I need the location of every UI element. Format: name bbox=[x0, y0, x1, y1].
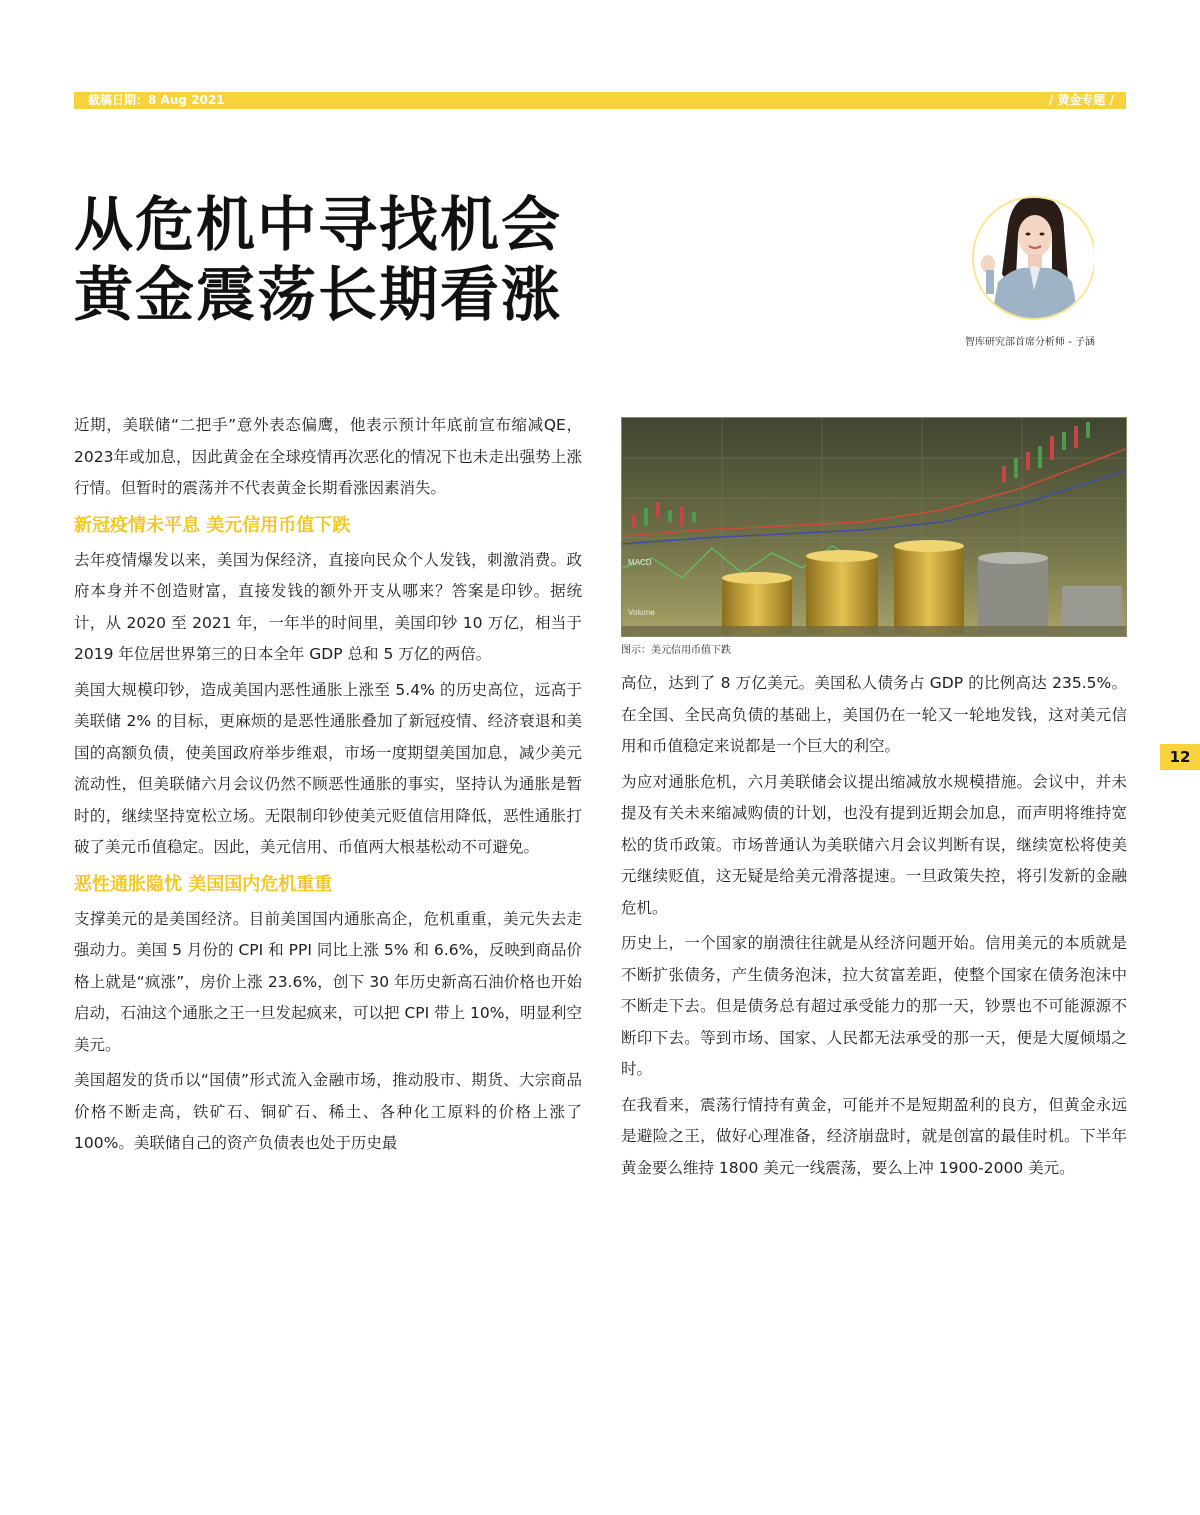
figure-caption: 图示：美元信用币值下跌 bbox=[621, 645, 731, 656]
paragraph-6: 为应对通胀危机，六月美联储会议提出缩减放水规模措施。会议中，并未提及有关未来缩减购债的计划，也没有提到近期会加息，而声明将维持宽松的货币政策。市场普通认为美联储六月会议判断有误，继续宽松将使美元继续贬值，这无疑是给美元滑落提速。一旦政策失控，将引发新的金融危机。 bbox=[621, 772, 1127, 917]
figure-image bbox=[622, 418, 1127, 637]
author-portrait bbox=[968, 186, 1094, 326]
article-title bbox=[74, 190, 562, 330]
page-number: 12 bbox=[1160, 744, 1200, 770]
deadline-date: 截稿日期：8 Aug 2021 bbox=[88, 93, 225, 107]
paragraph-2: 美国大规模印钞，造成美国内恶性通胀上涨至 5.4% 的历史高位，远高于美联储 2% 的目标，更麻烦的是恶性通胀叠加了新冠疫情、经济衰退和美国的高额负债，使美国政府举步维艰，市场一度期望美国加息，减少美元流动性，但美联储六月会议仍然不顾恶性通胀的事实，坚持认为通胀是暂时的，继续坚持宽松立场。无限制印钞使美元贬值信用降低，恶性通胀打破了美元币值稳定。因此，美元信用、币值两大根基松动不可避免。 bbox=[74, 680, 582, 856]
intro-paragraph: 近期，美联储“二把手”意外表态偏鹰，他表示预计年底前宣布缩减QE，2023年或加息，因此黄金在全球疫情再次恶化的情况下也未走出强势上涨行情。但暂时的震荡并不代表黄金长期看涨因素消失。 bbox=[74, 416, 582, 497]
paragraph-1: 去年疫情爆发以来，美国为保经济，直接向民众个人发钱，刺激消费。政府本身并不创造财富，直接发钱的额外开支从哪来？答案是印钞。据统计，从 2020 至 2021 年，一年半的时间里，美国印钞 10 万亿，相当于 2019 年位居世界第三的日本全年 GDP 总和 5 万亿的两倍。 bbox=[74, 550, 582, 663]
portrait-image bbox=[968, 186, 1094, 326]
header-bar bbox=[74, 92, 1126, 109]
right-column bbox=[621, 668, 1127, 1188]
section-heading-2: 恶性通胀隐忧 美国国内危机重重 bbox=[74, 873, 333, 895]
title-line-2: 黄金震荡长期看涨 bbox=[74, 260, 563, 329]
section-heading-1: 新冠疫情未平息 美元信用币值下跌 bbox=[74, 514, 351, 536]
author-caption: 智库研究部首席分析师 - 子涵 bbox=[965, 337, 1095, 348]
paragraph-4: 美国超发的货币以“国债”形式流入金融市场，推动股市、期货、大宗商品价格不断走高，铁矿石、铜矿石、稀土、各种化工原料的价格上涨了 100%。美联储自己的资产负债表也处于历史最 bbox=[74, 1071, 582, 1152]
macd-label: MACD bbox=[628, 558, 652, 567]
paragraph-7: 历史上，一个国家的崩溃往往就是从经济问题开始。信用美元的本质就是不断扩张债务，产生债务泡沫，拉大贫富差距，使整个国家在债务泡沫中不断走下去。但是债务总有超过承受能力的那一天，钞票也不可能源源不断印下去。等到市场、国家、人民都无法承受的那一天，便是大厦倾塌之时。 bbox=[621, 934, 1127, 1078]
title-line-1: 从危机中寻找机会 bbox=[74, 190, 563, 259]
paragraph-5: 高位，达到了 8 万亿美元。美国私人债务占 GDP 的比例高达 235.5%。在全国、全民高负债的基础上，美国仍在一轮又一轮地发钱，这对美元信用和币值稳定来说都是一个巨大的利空。 bbox=[621, 674, 1127, 755]
left-column bbox=[74, 410, 582, 1164]
gold-coins-chart-photo bbox=[621, 417, 1127, 637]
volume-label: Volume bbox=[628, 608, 655, 617]
paragraph-3: 支撑美元的是美国经济。目前美国国内通胀高企，危机重重，美元失去走强动力。美国 5 月份的 CPI 和 PPI 同比上涨 5% 和 6.6%，反映到商品价格上就是“疯涨”，房价上涨 23.6%，创下 30 年历史新高石油价格也开始启动，石油这个通胀之王一旦发起疯来，可以把 CPI 带上 10%，明显利空美元。 bbox=[74, 909, 582, 1054]
paragraph-8: 在我看来，震荡行情持有黄金，可能并不是短期盈利的良方，但黄金永远是避险之王，做好心理准备，经济崩盘时，就是创富的最佳时机。下半年黄金要么维持 1800 美元一线震荡，要么上冲 1900-2000 美元。 bbox=[621, 1095, 1127, 1177]
section-label: / 黄金专题 / bbox=[1048, 93, 1114, 107]
